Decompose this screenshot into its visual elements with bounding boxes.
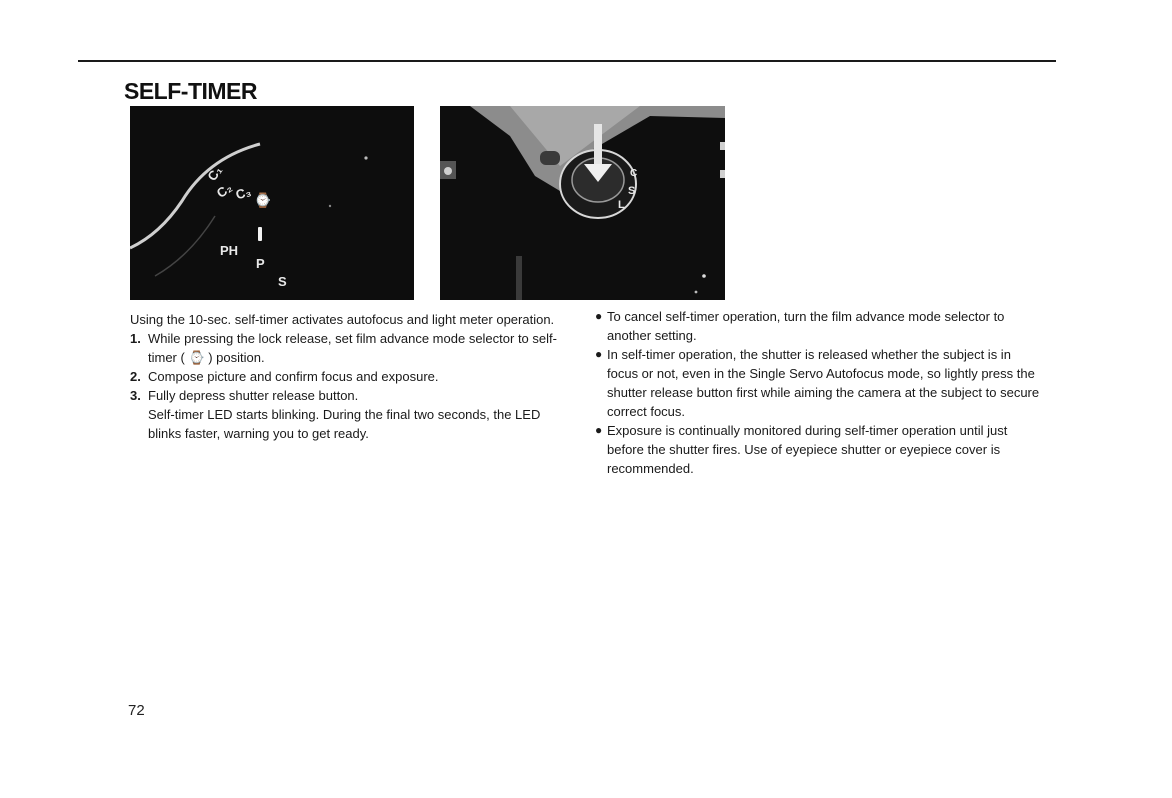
bullet-icon: ● (595, 347, 603, 361)
page-number: 72 (128, 702, 145, 719)
note-text: Exposure is continually monitored during self-timer operation until just before the shutter fires. Use of eyepiece shutter or eyepiece cover is recommended. (607, 423, 1008, 476)
dial-label-c1: C₁ (204, 162, 226, 184)
dial-label-c2: C₂ (213, 179, 235, 201)
dial-label-c3: C₃ (233, 183, 253, 203)
step-item (130, 329, 570, 367)
note-text: To cancel self-timer operation, turn the film advance mode selector to another setting. (607, 309, 1005, 343)
bullet-icon: ● (595, 309, 603, 323)
step-number: 1. (130, 331, 141, 346)
instructions-column (130, 310, 570, 443)
dial-label-l: L (618, 199, 625, 211)
arrow-shaft (594, 124, 602, 166)
mode-dial-photo (130, 106, 414, 300)
note-text: In self-timer operation, the shutter is released whether the subject is in focus or not, even in the Single Servo Autofocus mode, so lightly press the shutter release button first while aiming the camera at the subject to secure correct focus. (607, 347, 1040, 419)
step-item (130, 386, 570, 443)
step-text: Compose picture and confirm focus and exposure. (148, 369, 439, 384)
step-item (130, 367, 570, 386)
self-timer-icon: ⌚ (254, 192, 272, 208)
dial-label-c-right: C (630, 168, 638, 179)
dial-index-mark (258, 227, 262, 241)
dial-label-s-right: S (628, 185, 636, 197)
steps-list (130, 329, 570, 443)
dial-label-ph: PH (220, 243, 239, 258)
note-item (595, 345, 1045, 421)
notes-column (595, 307, 1045, 478)
note-item (595, 421, 1045, 478)
step-note: Self-timer LED starts blinking. During the final two seconds, the LED blinks faster, warning you to get ready. (148, 407, 541, 441)
step-text: While pressing the lock release, set film advance mode selector to self-timer ( ⌚ ) position. (148, 331, 557, 365)
step-text: Fully depress shutter release button. (148, 388, 359, 403)
bullet-icon: ● (595, 423, 603, 437)
step-number: 2. (130, 369, 141, 384)
dial-label-s: S (278, 274, 287, 289)
note-item (595, 307, 1045, 345)
top-rule (78, 60, 1056, 62)
step-number: 3. (130, 388, 141, 403)
camera-top-photo (440, 106, 725, 300)
dial-label-p: P (256, 256, 265, 271)
intro-text: Using the 10-sec. self-timer activates autofocus and light meter operation. (130, 312, 555, 327)
section-title: SELF-TIMER (124, 78, 257, 104)
notes-list (595, 307, 1045, 478)
